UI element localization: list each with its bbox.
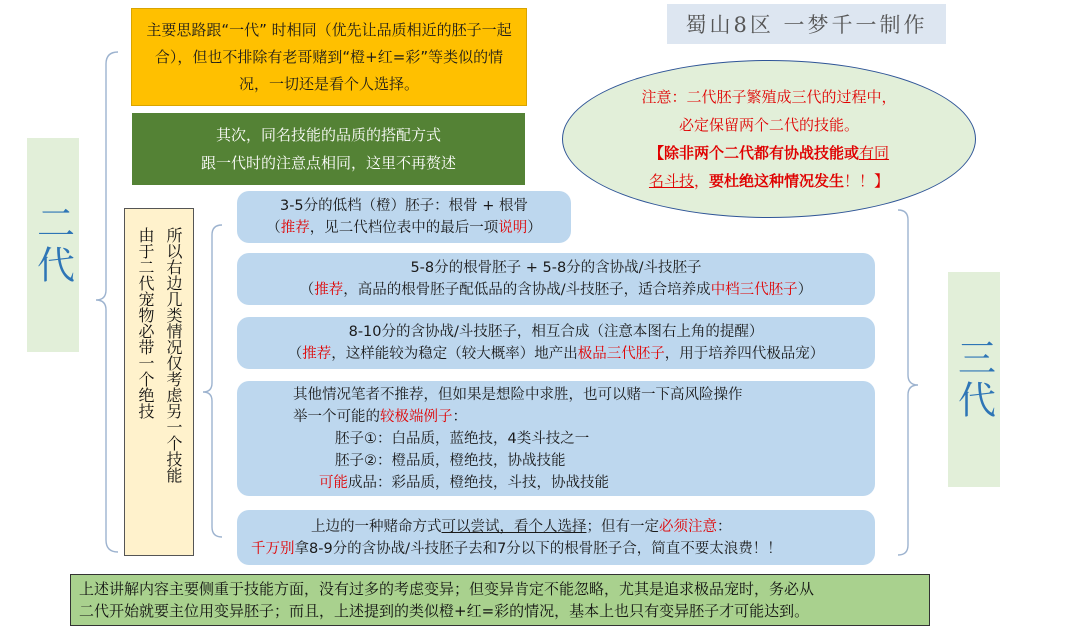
warning-line4-b: ， — [693, 172, 709, 190]
option-mid-tier — [237, 253, 875, 305]
warning-line2: 必定保留两个二代的技能。 — [678, 116, 859, 134]
top-gen3-tag: 极品三代胚子 — [577, 346, 665, 362]
gen2-premise-box — [124, 208, 194, 556]
mid-tier-gen3-tag: 中档三代胚子 — [710, 282, 798, 298]
skill-quality-line2: 跟一代时的注意点相同，这里不再赘述 — [200, 154, 456, 172]
possible-tag: 可能 — [319, 474, 348, 491]
must-note-tag: 必须注意 — [659, 518, 717, 535]
main-idea-text: 主要思路跟“一代” 时相同（优先让品质相近的胚子一起合），但也不排除有老哥赌到“橙+红=彩”等类似的情况，一切还是看个人选择。 — [146, 20, 512, 93]
recommend-tag: 推荐 — [302, 346, 332, 362]
gen2-premise-col1: 所以右边几类情况仅考虑另一个技能 — [164, 227, 183, 483]
gamble-warning-box — [237, 510, 875, 565]
warning-line1: 注意：二代胚子繁殖成三代的过程中， — [641, 88, 897, 106]
option-high-tier-line2 — [288, 343, 825, 365]
summary-box — [70, 574, 930, 626]
gamble-intro: 上边的一种赌命方式 — [311, 518, 442, 535]
paren-close: ） — [527, 220, 542, 236]
option-high-risk — [237, 381, 875, 496]
gen3-label-box — [948, 272, 1000, 487]
summary-line2: 二代开始就要主位用变异胚子；而且，上述提到的类似橙+红=彩的情况，基本上也只有变异胚子才可能达到。 — [79, 602, 810, 620]
personal-choice-text: 可以尝试，看个人选择 — [441, 518, 587, 535]
gamble-warning-line1 — [251, 516, 732, 538]
colon: ： — [452, 408, 467, 425]
never-tag: 千万别 — [251, 540, 295, 557]
option-mid-tier-line1: 5-8分的根骨胚子 + 5-8分的含协战/斗技胚子 — [410, 260, 702, 276]
gamble-warning-line2 — [251, 538, 782, 560]
gen2-premise-col2: 由于二代宠物必带一个绝技 — [136, 227, 155, 419]
main-idea-box — [131, 8, 527, 106]
option-high-tier-note: ，这样能较为稳定（较大概率）地产出 — [331, 346, 578, 362]
warning-line4-d: ！！】 — [844, 172, 890, 190]
warning-line4 — [649, 167, 889, 195]
right-bracket — [898, 210, 918, 555]
paren-open: （ — [266, 220, 281, 236]
option-high-tier-line1: 8-10分的含协战/斗技胚子，相互合成（注意本图右上角的提醒） — [348, 324, 764, 340]
paren-open: （ — [299, 282, 315, 298]
gen2-label: 二代 — [30, 203, 75, 287]
gamble-warning-text: 拿8-9分的含协战/斗技胚子去和7分以下的根骨胚子合，简直不要太浪费！！ — [294, 540, 782, 557]
left-main-bracket — [96, 52, 118, 552]
recommend-tag: 推荐 — [314, 282, 344, 298]
warning-line3 — [649, 139, 889, 167]
recommend-tag: 推荐 — [280, 220, 310, 236]
explanation-tag: 说明 — [498, 220, 528, 236]
skill-quality-line1: 其次，同名技能的品质的搭配方式 — [215, 126, 441, 144]
option-high-risk-line2 — [293, 406, 875, 428]
summary-line1: 上述讲解内容主要侧重于技能方面，没有过多的考虑变异；但变异肯定不能忽略，尤其是追求极品宠时，务必从 — [79, 580, 815, 598]
option-high-tier-tail: ，用于培养四代极品宠） — [664, 346, 825, 362]
warning-line3-a: 【除非两个二代都有协战技能或 — [648, 144, 859, 162]
option-high-risk-line1: 其他情况笔者不推荐，但如果是想险中求胜，也可以赌一下高风险操作 — [293, 386, 743, 403]
embryo-1-line: 胚子①：白品质，蓝绝技，4类斗技之一 — [335, 430, 590, 447]
watermark-banner — [667, 4, 946, 44]
options-bracket — [203, 225, 222, 537]
option-low-tier-line1: 3-5分的低档（橙）胚子：根骨 + 根骨 — [279, 198, 529, 214]
option-low-tier-note: ，见二代档位表中的最后一项 — [309, 220, 499, 236]
option-mid-tier-note: ，高品的根骨胚子配低品的含协战/斗技胚子，适合培养成 — [343, 282, 711, 298]
watermark-text: 蜀山8区 一梦千一制作 — [685, 13, 928, 37]
option-low-tier-line2 — [266, 217, 542, 239]
warning-ellipse — [562, 60, 976, 218]
option-low-tier — [237, 191, 571, 243]
gamble-but: ；但有一定 — [586, 518, 659, 535]
gen2-label-box — [27, 138, 79, 352]
extreme-example-tag: 较极端例子 — [380, 408, 453, 425]
embryo-2-line: 胚子②：橙品质，橙绝技，协战技能 — [335, 452, 566, 469]
colon: ： — [717, 518, 732, 535]
warning-line4-a: 名斗技 — [648, 172, 694, 190]
paren-open: （ — [287, 346, 303, 362]
warning-line4-c: 要杜绝这种情况发生 — [709, 172, 845, 190]
possible-result-line — [293, 472, 875, 494]
example-intro: 举一个可能的 — [293, 408, 380, 425]
warning-line3-b: 有同 — [859, 144, 890, 162]
gen3-label: 三代 — [951, 337, 996, 422]
option-high-tier — [237, 317, 875, 369]
option-mid-tier-line2 — [300, 279, 812, 301]
paren-close: ） — [797, 282, 813, 298]
skill-quality-box — [132, 113, 525, 185]
possible-result-text: 成品：彩品质，橙绝技，斗技，协战技能 — [348, 474, 609, 491]
